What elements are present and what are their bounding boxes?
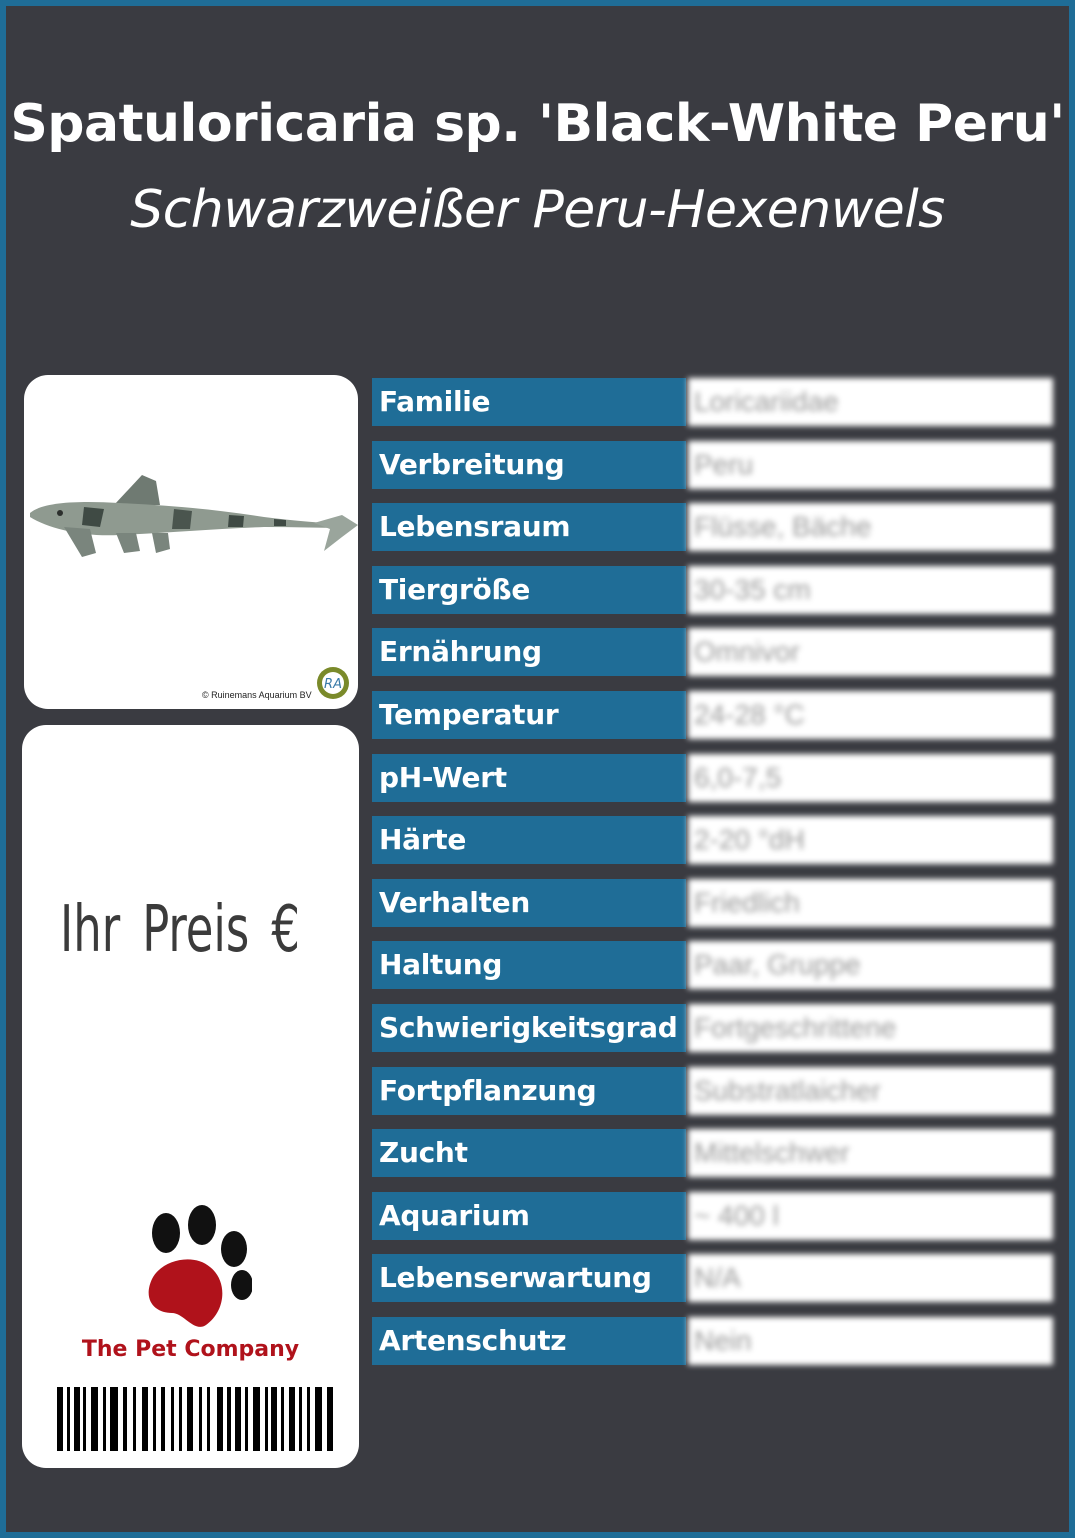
species-scientific-name: Spatuloricaria sp. 'Black-White Peru' (10, 94, 1065, 154)
detail-value: Nein (688, 1317, 1053, 1365)
detail-row (372, 691, 1053, 739)
barcode-icon (57, 1387, 337, 1451)
detail-row (372, 503, 1053, 551)
paw-logo-icon (132, 1205, 252, 1335)
detail-row (372, 1004, 1053, 1052)
detail-label: Verbreitung (372, 441, 686, 489)
detail-row (372, 941, 1053, 989)
detail-value: Friedlich (688, 879, 1053, 927)
detail-row (372, 879, 1053, 927)
detail-value: Omnivor (688, 628, 1053, 676)
detail-value: 6,0-7,5 (688, 754, 1053, 802)
detail-row (372, 1317, 1053, 1365)
detail-value: Peru (688, 441, 1053, 489)
detail-value: 30-35 cm (688, 566, 1053, 614)
detail-label: Lebenserwartung (372, 1254, 686, 1302)
detail-label: Aquarium (372, 1192, 686, 1240)
detail-value: N/A (688, 1254, 1053, 1302)
detail-label: Tiergröße (372, 566, 686, 614)
photo-copyright: © Ruinemans Aquarium BV (202, 690, 312, 700)
detail-row (372, 378, 1053, 426)
detail-row (372, 1129, 1053, 1177)
detail-row (372, 754, 1053, 802)
detail-label: pH-Wert (372, 754, 686, 802)
detail-value: Mittelschwer (688, 1129, 1053, 1177)
detail-label: Fortpflanzung (372, 1067, 686, 1115)
detail-row (372, 566, 1053, 614)
detail-value: ~ 400 l (688, 1192, 1053, 1240)
detail-label: Härte (372, 816, 686, 864)
detail-label: Ernährung (372, 628, 686, 676)
detail-label: Zucht (372, 1129, 686, 1177)
detail-label: Lebensraum (372, 503, 686, 551)
detail-value: Flüsse, Bäche (688, 503, 1053, 551)
price-card (22, 725, 359, 1468)
detail-row (372, 441, 1053, 489)
detail-value: Substratlaicher (688, 1067, 1053, 1115)
price-label: Ihr Preis € (60, 893, 300, 967)
detail-row (372, 816, 1053, 864)
detail-row (372, 1192, 1053, 1240)
detail-label: Artenschutz (372, 1317, 686, 1365)
detail-label: Schwierigkeitsgrad (372, 1004, 686, 1052)
detail-value: 24-28 °C (688, 691, 1053, 739)
fish-photo-card (24, 375, 358, 709)
detail-value: Loricariidae (688, 378, 1053, 426)
detail-row (372, 1254, 1053, 1302)
fish-photo (24, 465, 358, 575)
brand-name: The Pet Company (81, 1337, 300, 1362)
species-common-name: Schwarzweißer Peru-Hexenwels (130, 180, 945, 240)
ruinemans-logo-icon (316, 666, 350, 700)
detail-label: Temperatur (372, 691, 686, 739)
detail-label: Familie (372, 378, 686, 426)
detail-row (372, 1067, 1053, 1115)
detail-label: Verhalten (372, 879, 686, 927)
detail-label: Haltung (372, 941, 686, 989)
detail-value: Paar, Gruppe (688, 941, 1053, 989)
detail-row (372, 628, 1053, 676)
detail-value: 2-20 °dH (688, 816, 1053, 864)
detail-value: Fortgeschrittene (688, 1004, 1053, 1052)
ruinemans-logo-text: RA (324, 677, 342, 692)
